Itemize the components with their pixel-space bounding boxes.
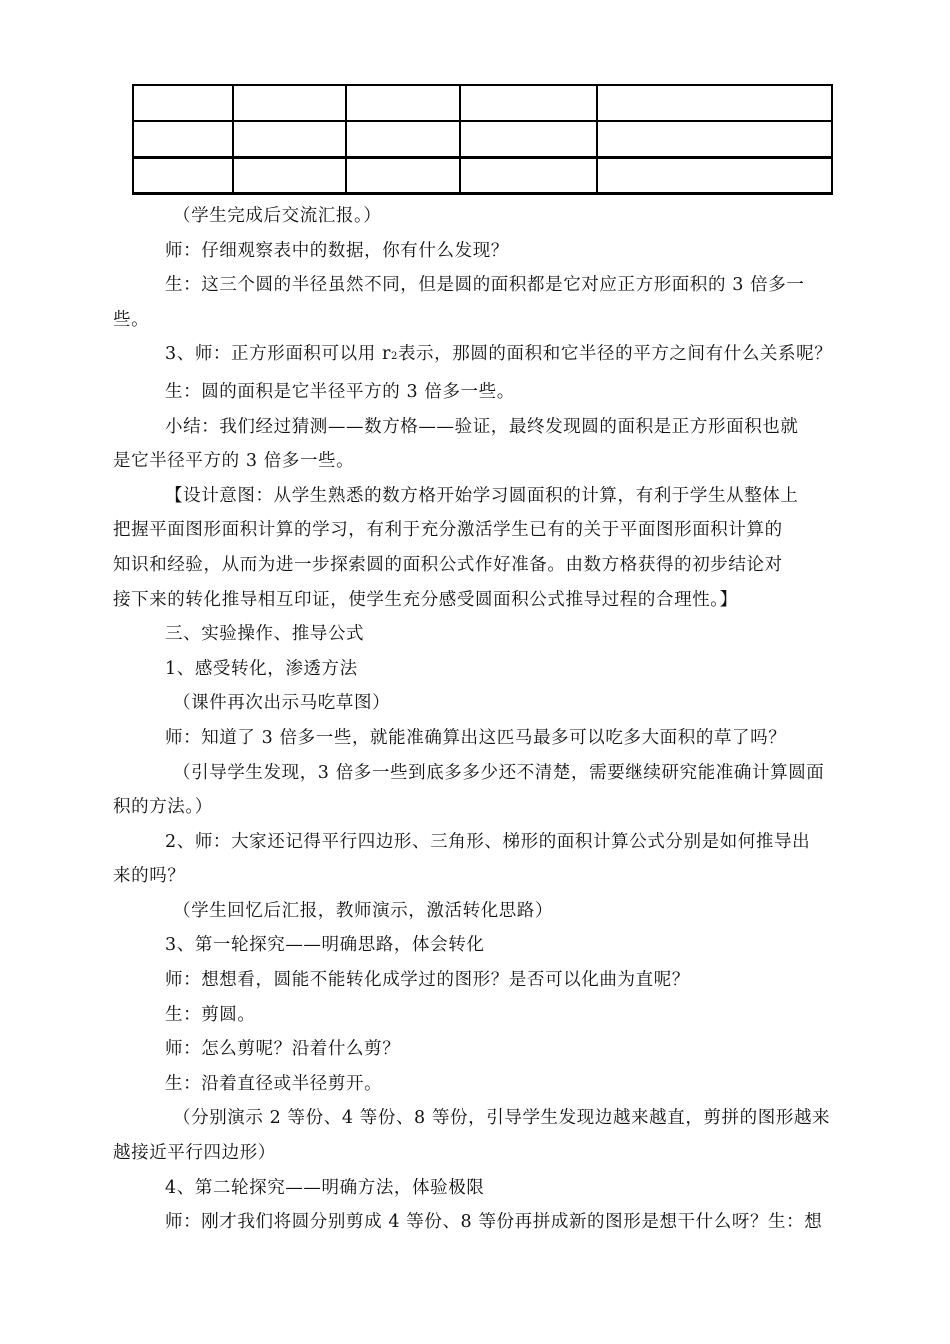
paragraph-line: 积的方法。） [113,797,213,818]
paragraph-line: 师：想想看，圆能不能转化成学过的图形？是否可以化曲为直呢？ [165,970,690,991]
table-row [133,158,832,194]
table-row [133,121,832,158]
paragraph-line: 接下来的转化推导相互印证，使学生充分感受圆面积公式推导过程的合理性。】 [113,589,738,610]
paragraph-line: 生：剪圆。 [165,1004,256,1025]
table-cell [460,121,597,158]
body-text [113,199,843,1240]
table-cell [597,158,832,194]
table-cell [460,158,597,194]
table-cell [133,121,233,158]
table-row [133,85,832,121]
paragraph-line: 4、第二轮探究——明确方法，体验极限 [165,1177,485,1198]
paragraph-line: 师：怎么剪呢？沿着什么剪？ [165,1039,401,1060]
paragraph-line: （分别演示 2 等份、4 等份、8 等份，引导学生发现边越来越直，剪拼的图形越来 [173,1108,831,1129]
paragraph-line: 是它半径平方的 3 倍多一些。 [113,451,355,472]
paragraph-line: 知识和经验，从而为进一步探索圆的面积公式作好准备。由数方格获得的初步结论对 [113,554,783,575]
paragraph-line: （学生完成后交流汇报。） [173,206,382,226]
table-cell [597,121,832,158]
table-cell [346,158,460,194]
table-cell [346,85,460,121]
table-cell [233,121,346,158]
paragraph-line: （学生回忆后汇报，教师演示，激活转化思路） [173,900,554,921]
paragraph-line: 1、感受转化，渗透方法 [165,658,358,679]
table-cell [133,158,233,194]
section-heading: 三、实验操作、推导公式 [165,624,365,645]
paragraph-line: 小结：我们经过猜测——数方格——验证，最终发现圆的面积是正方形面积也就 [165,416,799,437]
paragraph-line: 把握平面图形面积计算的学习，有利于充分激活学生已有的关于平面图形面积计算的 [113,520,783,541]
paragraph-line: （引导学生发现，3 倍多一些到底多多少还不清楚，需要继续研究能准确计算圆面 [173,762,825,783]
paragraph-line: 师：刚才我们将圆分别剪成 4 等份、8 等份再拼成新的图形是想干什么呀？生：想 [165,1212,823,1233]
paragraph-line: 【设计意图：从学生熟悉的数方格开始学习圆面积的计算，有利于学生从整体上 [165,485,799,506]
data-table [132,84,833,195]
table-cell [233,85,346,121]
table-cell [597,85,832,121]
paragraph-line: 越接近平行四边形） [113,1143,276,1164]
paragraph-line: （课件再次出示马吃草图） [173,693,391,714]
table-cell [133,85,233,121]
paragraph-line: 些。 [113,309,150,330]
subscript-text: 2 [390,351,398,363]
paragraph-line [113,337,843,375]
line-text: 表示，那圆的面积和它半径的平方之间有什么关系呢？ [397,344,833,365]
paragraph-line: 来的吗？ [113,866,186,887]
paragraph-line: 师：知道了 3 倍多一些，就能准确算出这匹马最多可以吃多大面积的草了吗？ [165,727,787,748]
paragraph-line: 生：这三个圆的半径虽然不同，但是圆的面积都是它对应正方形面积的 3 倍多一 [165,275,805,296]
paragraph-line: 生：圆的面积是它半径平方的 3 倍多一些。 [165,381,515,402]
table-cell [460,85,597,121]
line-text: 3、师：正方形面积可以用 r [165,344,391,365]
table-cell [233,158,346,194]
paragraph-line: 生：沿着直径或半径剪开。 [165,1073,383,1094]
paragraph-line: 师：仔细观察表中的数据，你有什么发现？ [165,240,509,261]
paragraph-line: 3、第一轮探究——明确思路，体会转化 [165,935,485,956]
paragraph-line: 2、师：大家还记得平行四边形、三角形、梯形的面积计算公式分别是如何推导出 [165,831,811,852]
table-cell [346,121,460,158]
